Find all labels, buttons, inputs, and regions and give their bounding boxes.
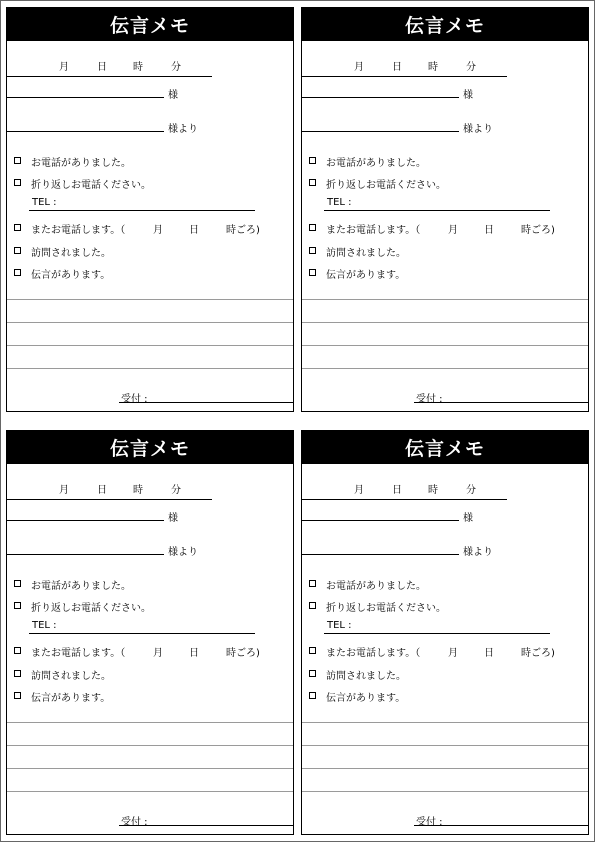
option-call-back: 折り返しお電話ください。 xyxy=(31,603,151,614)
checkbox-message[interactable] xyxy=(14,269,21,276)
caller-name-field[interactable] xyxy=(302,117,459,132)
month-label: 月 xyxy=(354,485,364,496)
tel-field[interactable] xyxy=(29,196,255,211)
will-call-day: 日 xyxy=(484,648,494,659)
note-rule-line xyxy=(302,299,588,300)
option-message: 伝言があります。 xyxy=(326,693,406,704)
date-time-field[interactable] xyxy=(302,479,507,500)
month-label: 月 xyxy=(354,62,364,73)
memo-title: 伝言メモ xyxy=(302,8,588,41)
day-label: 日 xyxy=(392,485,402,496)
tel-label: TEL : xyxy=(32,620,57,631)
checkbox-will-call[interactable] xyxy=(309,224,316,231)
caller-name-field[interactable] xyxy=(7,540,164,555)
option-message: 伝言があります。 xyxy=(31,693,111,704)
note-rule-line xyxy=(7,368,293,369)
recipient-name-field[interactable] xyxy=(7,506,164,521)
received-label: 受付 : xyxy=(121,394,148,405)
option-call-back: 折り返しお電話ください。 xyxy=(31,180,151,191)
date-time-field[interactable] xyxy=(7,479,212,500)
option-call-back: 折り返しお電話ください。 xyxy=(326,603,446,614)
recipient-suffix: 様 xyxy=(168,90,178,101)
recipient-name-field[interactable] xyxy=(7,83,164,98)
recipient-suffix: 様 xyxy=(463,513,473,524)
recipient-name-field[interactable] xyxy=(302,83,459,98)
tel-field[interactable] xyxy=(29,619,255,634)
checkbox-call-back[interactable] xyxy=(14,179,21,186)
memo-card-top-left xyxy=(6,7,294,412)
will-call-day: 日 xyxy=(189,648,199,659)
checkbox-will-call[interactable] xyxy=(14,224,21,231)
option-will-call: またお電話します。（ xyxy=(31,648,126,659)
minute-label: 分 xyxy=(466,62,476,73)
caller-name-field[interactable] xyxy=(7,117,164,132)
caller-name-field[interactable] xyxy=(302,540,459,555)
note-rule-line xyxy=(7,345,293,346)
option-call-back: 折り返しお電話ください。 xyxy=(326,180,446,191)
hour-label: 時 xyxy=(428,62,438,73)
note-rule-line xyxy=(7,768,293,769)
date-time-field[interactable] xyxy=(302,56,507,77)
checkbox-called[interactable] xyxy=(309,580,316,587)
caller-suffix: 様より xyxy=(168,547,198,558)
option-message: 伝言があります。 xyxy=(31,270,111,281)
minute-label: 分 xyxy=(171,485,181,496)
received-label: 受付 : xyxy=(416,817,443,828)
note-rule-line xyxy=(302,791,588,792)
caller-suffix: 様より xyxy=(168,124,198,135)
memo-card-top-right xyxy=(301,7,589,412)
day-label: 日 xyxy=(97,485,107,496)
checkbox-call-back[interactable] xyxy=(309,602,316,609)
will-call-month: 月 xyxy=(153,648,163,659)
received-by-field[interactable] xyxy=(119,388,293,403)
note-rule-line xyxy=(7,322,293,323)
checkbox-visited[interactable] xyxy=(14,670,21,677)
will-call-day: 日 xyxy=(189,225,199,236)
will-call-time: 時ごろ) xyxy=(226,648,260,659)
checkbox-called[interactable] xyxy=(309,157,316,164)
checkbox-call-back[interactable] xyxy=(309,179,316,186)
checkbox-visited[interactable] xyxy=(14,247,21,254)
note-rule-line xyxy=(302,345,588,346)
tel-field[interactable] xyxy=(324,619,550,634)
recipient-name-field[interactable] xyxy=(302,506,459,521)
option-will-call: またお電話します。（ xyxy=(326,225,421,236)
date-time-field[interactable] xyxy=(7,56,212,77)
option-called: お電話がありました。 xyxy=(326,158,426,169)
checkbox-message[interactable] xyxy=(309,269,316,276)
will-call-month: 月 xyxy=(448,648,458,659)
note-rule-line xyxy=(302,722,588,723)
tel-field[interactable] xyxy=(324,196,550,211)
checkbox-call-back[interactable] xyxy=(14,602,21,609)
received-by-field[interactable] xyxy=(119,811,293,826)
option-visited: 訪問されました。 xyxy=(326,248,406,259)
will-call-time: 時ごろ) xyxy=(226,225,260,236)
minute-label: 分 xyxy=(466,485,476,496)
note-rule-line xyxy=(7,791,293,792)
option-message: 伝言があります。 xyxy=(326,270,406,281)
checkbox-message[interactable] xyxy=(14,692,21,699)
tel-label: TEL : xyxy=(327,197,352,208)
option-called: お電話がありました。 xyxy=(31,158,131,169)
hour-label: 時 xyxy=(428,485,438,496)
checkbox-message[interactable] xyxy=(309,692,316,699)
received-label: 受付 : xyxy=(416,394,443,405)
option-visited: 訪問されました。 xyxy=(31,671,111,682)
hour-label: 時 xyxy=(133,485,143,496)
day-label: 日 xyxy=(97,62,107,73)
memo-card-bottom-right xyxy=(301,430,589,835)
option-will-call: またお電話します。（ xyxy=(31,225,126,236)
option-will-call: またお電話します。（ xyxy=(326,648,421,659)
note-rule-line xyxy=(302,322,588,323)
will-call-day: 日 xyxy=(484,225,494,236)
will-call-time: 時ごろ) xyxy=(521,225,555,236)
will-call-month: 月 xyxy=(153,225,163,236)
note-rule-line xyxy=(302,745,588,746)
month-label: 月 xyxy=(59,485,69,496)
received-by-field[interactable] xyxy=(414,811,588,826)
checkbox-will-call[interactable] xyxy=(309,647,316,654)
will-call-month: 月 xyxy=(448,225,458,236)
note-rule-line xyxy=(302,768,588,769)
day-label: 日 xyxy=(392,62,402,73)
checkbox-called[interactable] xyxy=(14,580,21,587)
option-visited: 訪問されました。 xyxy=(326,671,406,682)
checkbox-called[interactable] xyxy=(14,157,21,164)
caller-suffix: 様より xyxy=(463,124,493,135)
checkbox-will-call[interactable] xyxy=(14,647,21,654)
tel-label: TEL : xyxy=(327,620,352,631)
note-rule-line xyxy=(7,745,293,746)
tel-label: TEL : xyxy=(32,197,57,208)
option-called: お電話がありました。 xyxy=(326,581,426,592)
received-by-field[interactable] xyxy=(414,388,588,403)
recipient-suffix: 様 xyxy=(463,90,473,101)
received-label: 受付 : xyxy=(121,817,148,828)
month-label: 月 xyxy=(59,62,69,73)
note-rule-line xyxy=(7,722,293,723)
memo-title: 伝言メモ xyxy=(7,431,293,464)
will-call-time: 時ごろ) xyxy=(521,648,555,659)
minute-label: 分 xyxy=(171,62,181,73)
memo-card-bottom-left xyxy=(6,430,294,835)
hour-label: 時 xyxy=(133,62,143,73)
recipient-suffix: 様 xyxy=(168,513,178,524)
checkbox-visited[interactable] xyxy=(309,670,316,677)
option-visited: 訪問されました。 xyxy=(31,248,111,259)
option-called: お電話がありました。 xyxy=(31,581,131,592)
checkbox-visited[interactable] xyxy=(309,247,316,254)
memo-title: 伝言メモ xyxy=(302,431,588,464)
memo-title: 伝言メモ xyxy=(7,8,293,41)
caller-suffix: 様より xyxy=(463,547,493,558)
note-rule-line xyxy=(7,299,293,300)
note-rule-line xyxy=(302,368,588,369)
